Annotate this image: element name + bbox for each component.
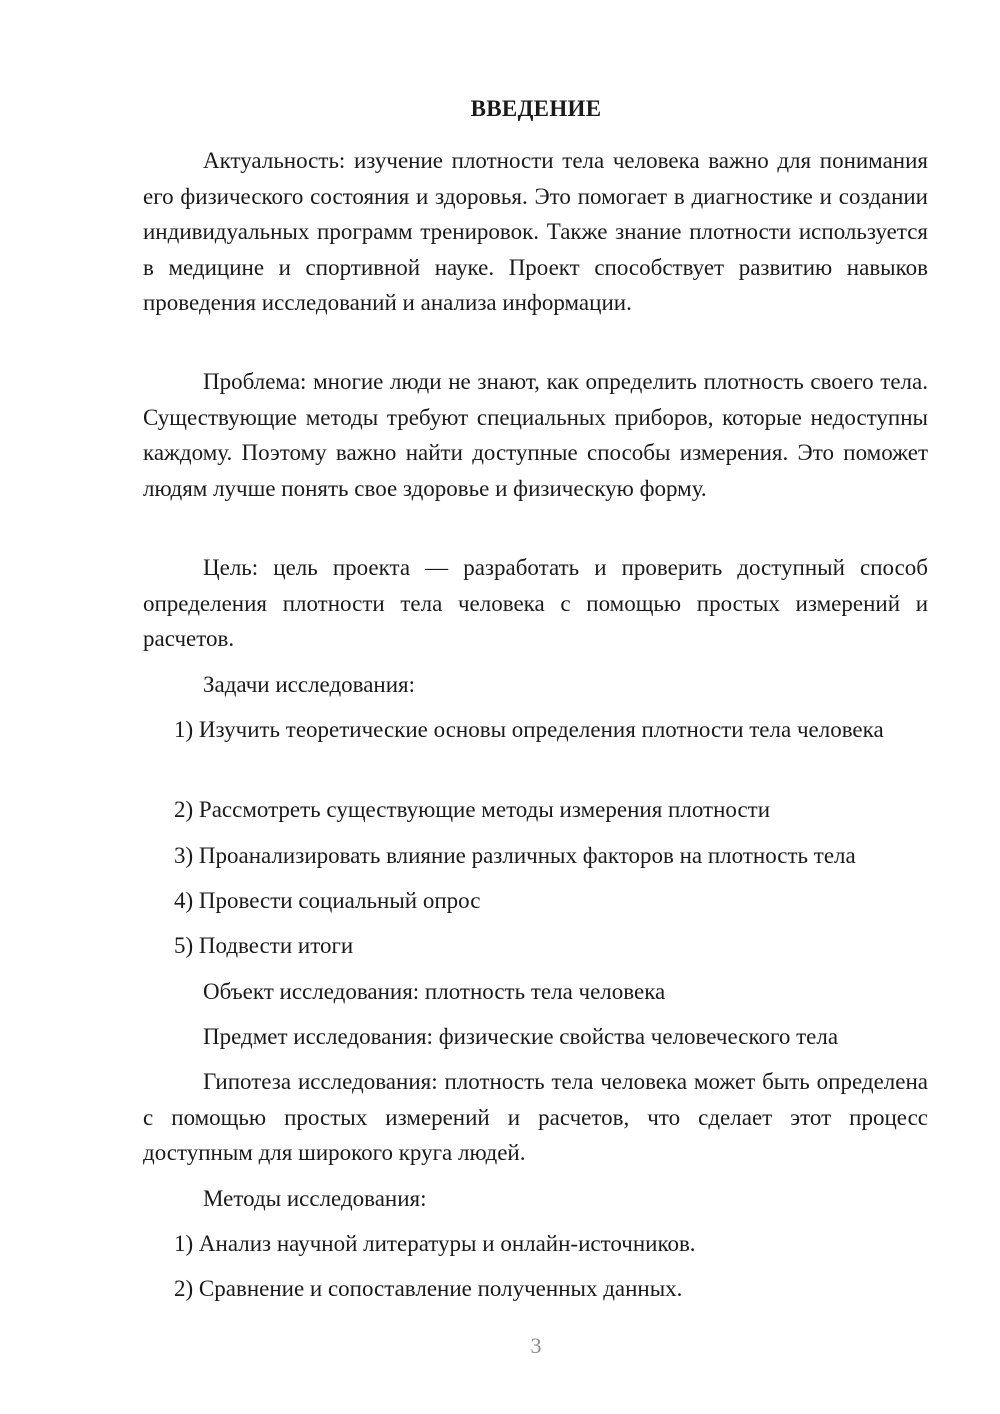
task-item: 2) Рассмотреть существующие методы измерения плотности [174, 797, 771, 822]
goal-paragraph: Цель: цель проекта — разработать и проверить доступный способ определения плотности тела человека с помощью простых измерений и расчетов. [143, 555, 928, 651]
task-item: 4) Провести социальный опрос [174, 888, 481, 913]
method-item-1-block [143, 1226, 928, 1262]
hypothesis-paragraph: Гипотеза исследования: плотность тела человека может быть определена с помощью простых измерений и расчетов, что сделает этот процесс доступным для широкого круга людей. [143, 1069, 928, 1165]
relevance-section [143, 143, 928, 321]
task-item: 3) Проанализировать влияние различных факторов на плотность тела [174, 843, 856, 868]
methods-heading: Методы исследования: [203, 1186, 427, 1211]
methods-heading-section [143, 1181, 928, 1217]
task-item-4-block [143, 883, 928, 919]
object-section [143, 974, 928, 1010]
task-item: 5) Подвести итоги [174, 933, 354, 958]
tasks-heading: Задачи исследования: [203, 672, 416, 697]
tasks-heading-section [143, 667, 928, 703]
object-paragraph: Объект исследования: плотность тела человека [203, 979, 666, 1004]
relevance-paragraph: Актуальность: изучение плотности тела человека важно для понимания его физического состояния и здоровья. Это помогает в диагностике и создании индивидуальных программ тренировок. Также знание плотности используется в медицине и спортивной науке. Проект способствует развитию навыков проведения исследований и анализа информации. [143, 148, 928, 315]
problem-section [143, 364, 928, 506]
task-item-1-block [143, 712, 928, 748]
task-item-5-block [143, 928, 928, 964]
problem-paragraph: Проблема: многие люди не знают, как определить плотность своего тела. Существующие методы требуют специальных приборов, которые недоступны каждому. Поэтому важно найти доступные способы измерения. Это поможет людям лучше понять свое здоровье и физическую форму. [143, 369, 928, 501]
task-item-2-block [143, 792, 928, 828]
hypothesis-section [143, 1064, 928, 1171]
method-item: 1) Анализ научной литературы и онлайн-источников. [174, 1231, 696, 1256]
subject-section [143, 1019, 928, 1055]
page-title: ВВЕДЕНИЕ [470, 96, 602, 121]
page-number: 3 [530, 1333, 542, 1358]
method-item: 2) Сравнение и сопоставление полученных данных. [174, 1276, 683, 1301]
goal-section [143, 550, 928, 657]
subject-paragraph: Предмет исследования: физические свойства человеческого тела [203, 1024, 839, 1049]
method-item-2-block [143, 1271, 928, 1307]
task-item-3-block [143, 838, 928, 874]
task-item: 1) Изучить теоретические основы определения плотности тела человека [174, 717, 884, 742]
